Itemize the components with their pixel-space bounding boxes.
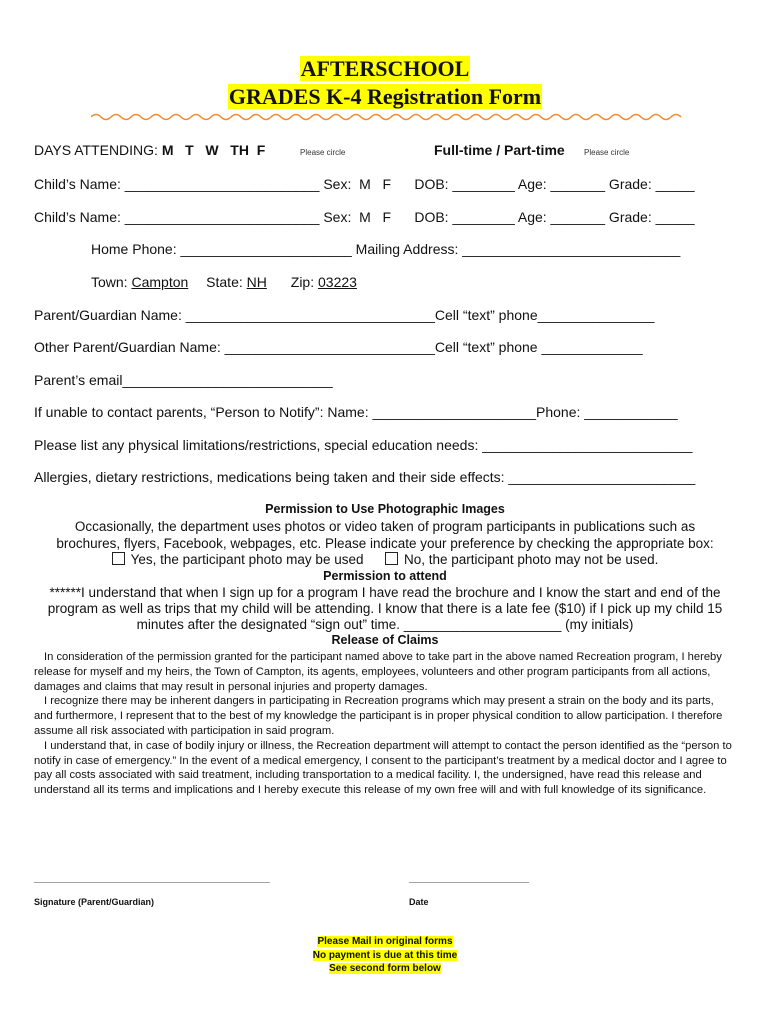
date-line[interactable]: ___________________________ bbox=[409, 874, 530, 883]
limitations-row[interactable]: Please list any physical limitations/restrictions, special education needs: ___________________________ bbox=[34, 437, 693, 453]
decorative-squiggle-divider bbox=[91, 112, 687, 122]
fulltime-parttime-options[interactable]: Full-time / Part-time bbox=[434, 142, 565, 158]
town-value: Campton bbox=[131, 274, 189, 290]
photo-permission-text-1: Occasionally, the department uses photos or video taken of program participants in publications such as bbox=[74, 519, 696, 534]
photo-no-label: No, the participant photo may not be used. bbox=[404, 552, 659, 567]
allergies-row[interactable]: Allergies, dietary restrictions, medications being taken and their side effects: ________________________ bbox=[34, 469, 696, 485]
days-attending-label: DAYS ATTENDING: bbox=[34, 142, 158, 158]
home-phone-address-row[interactable]: Home Phone: ______________________ Mailing Address: ____________________________ bbox=[91, 241, 681, 257]
parent-guardian-row[interactable]: Parent/Guardian Name: ________________________________Cell “text” phone_______________ bbox=[34, 307, 655, 323]
photo-choice-row bbox=[0, 552, 770, 567]
form-title-line2: GRADES K-4 Registration Form bbox=[228, 84, 542, 109]
photo-permission-heading: Permission to Use Photographic Images bbox=[265, 502, 505, 516]
footer-payment-note: No payment is due at this time bbox=[312, 950, 458, 961]
attend-text-1: ******I understand that when I sign up for a program I have read the brochure and I know the start and end of the bbox=[49, 585, 721, 600]
release-paragraph-1: In consideration of the permission granted for the participant named above to take part in the above named Recreation program, I hereby release for myself and my heirs, the Town of Campton, its agents, employees, volunteers and other program participants from all actions, damages and claims that may result in personal injuries and property damages. bbox=[34, 651, 722, 693]
please-circle-note: Please circle bbox=[300, 148, 346, 157]
child-name-row-1[interactable]: Child’s Name: _________________________ Sex: M F DOB: ________ Age: _______ Grade: _____ bbox=[34, 176, 695, 192]
form-title-line1: AFTERSCHOOL bbox=[300, 56, 470, 81]
photo-no-checkbox[interactable] bbox=[385, 552, 398, 565]
state-value: NH bbox=[246, 274, 267, 290]
attend-text-2: program as well as trips that my child will be attending. I know that there is a late fee ($10) if I pick up my child 15 bbox=[47, 601, 723, 616]
date-label: Date bbox=[409, 897, 429, 907]
signature-line[interactable]: _____________________________________________________ bbox=[34, 874, 270, 883]
town-label: Town: bbox=[91, 274, 132, 290]
photo-yes-checkbox[interactable] bbox=[112, 552, 125, 565]
release-paragraph-2: I recognize there may be inherent dangers in participating in Recreation programs which may present a strain on the body and its parts, and furthermore, I represent that to the best of my knowledge the participant is in proper physical condition to allow participation. I therefore assume all risk associated with participation in said program. bbox=[34, 695, 723, 737]
footer-mail-note: Please Mail in original forms bbox=[317, 936, 453, 947]
child-name-row-2[interactable]: Child’s Name: _________________________ Sex: M F DOB: ________ Age: _______ Grade: _____ bbox=[34, 209, 695, 225]
release-text bbox=[34, 650, 734, 798]
release-paragraph-3: I understand that, in case of bodily injury or illness, the Recreation department will attempt to contact the person identified as the “person to notify in case of emergency.” In the event of a medical emergency, I consent to the participant’s treatment by a medical doctor and I agree to pay all costs associated with said treatment, including transportation to a medical facility. I, the undersigned, have read this release and understand all its terms and implications and I hereby execute this release of my own free will and with full knowledge of its significance. bbox=[34, 739, 732, 797]
parent-email-row[interactable]: Parent’s email___________________________ bbox=[34, 372, 333, 388]
days-attending-row bbox=[34, 142, 265, 158]
zip-value: 03223 bbox=[318, 274, 357, 290]
release-heading: Release of Claims bbox=[331, 633, 439, 647]
town-state-zip-row bbox=[91, 274, 357, 290]
signature-label: Signature (Parent/Guardian) bbox=[34, 897, 155, 907]
other-parent-row[interactable]: Other Parent/Guardian Name: ___________________________Cell “text” phone _____________ bbox=[34, 339, 643, 355]
footer-second-form-note: See second form below bbox=[329, 963, 441, 974]
days-options[interactable]: M T W TH F bbox=[161, 142, 266, 158]
person-to-notify-row[interactable]: If unable to contact parents, “Person to Notify”: Name: _____________________Phone: ____________ bbox=[34, 404, 678, 420]
zip-label: Zip: bbox=[290, 274, 318, 290]
please-circle-note-2: Please circle bbox=[584, 148, 630, 157]
state-label: State: bbox=[206, 274, 247, 290]
attend-initials-row[interactable]: minutes after the designated “sign out” time. _____________________ (my initials) bbox=[136, 617, 634, 632]
photo-yes-label: Yes, the participant photo may be used bbox=[130, 552, 364, 567]
attend-permission-heading: Permission to attend bbox=[323, 569, 447, 583]
photo-permission-text-2: brochures, flyers, Facebook, webpages, etc. Please indicate your preference by checking the appropriate box: bbox=[56, 536, 714, 551]
